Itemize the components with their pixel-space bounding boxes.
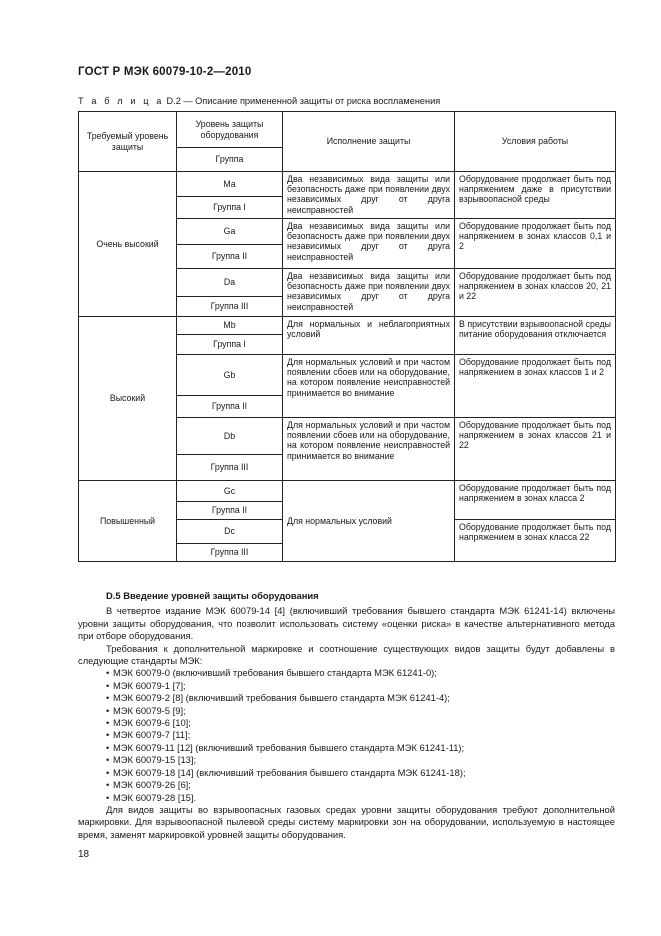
header-conditions: Условия работы (455, 112, 616, 172)
table-row (79, 481, 616, 502)
protection-cell: Два независимых вида защиты или безопасность даже при появлении двух независимых друг от друга неисправностей (283, 269, 455, 317)
conditions-cell: Оборудование продолжает быть под напряжением в зонах классов 20, 21 и 22 (455, 269, 616, 317)
list-item: • МЭК 60079-15 [13]; (106, 754, 615, 766)
header-required-level: Требуемый уровень защиты (79, 112, 177, 172)
list-item: • МЭК 60079-28 [15]. (106, 792, 615, 804)
list-item: • МЭК 60079-2 [8] (включивший требования бывшего стандарта МЭК 61241-4); (106, 692, 615, 704)
group-cell: Группа III (177, 297, 283, 317)
protection-cell: Для нормальных условий и при частом появлении сбоев или на оборудование, на котором появление неисправностей принимается во внимание (283, 355, 455, 418)
conditions-cell: Оборудование продолжает быть под напряжением в зонах классов 21 и 22 (455, 418, 616, 481)
level-elevated: Повышенный (79, 481, 177, 562)
list-item: • МЭК 60079-0 (включивший требования бывшего стандарта МЭК 61241-0); (106, 667, 615, 679)
document-header: ГОСТ Р МЭК 60079-10-2—2010 (78, 66, 252, 78)
list-item: • МЭК 60079-7 [11]; (106, 729, 615, 741)
standards-list (78, 667, 615, 803)
header-protection: Исполнение защиты (283, 112, 455, 172)
epl-cell: Mb (177, 317, 283, 335)
section-d5 (78, 590, 615, 841)
conditions-cell: Оборудование продолжает быть под напряжением в зонах классов 0,1 и 2 (455, 219, 616, 269)
list-item: • МЭК 60079-11 [12] (включивший требования бывшего стандарта МЭК 61241-11); (106, 742, 615, 754)
level-high: Высокий (79, 317, 177, 481)
protection-cell: Два независимых вида защиты или безопасность даже при появлении двух независимых друг от друга неисправностей (283, 219, 455, 269)
list-item: • МЭК 60079-26 [6]; (106, 779, 615, 791)
paragraph: Требования к дополнительной маркировке и соотношение существующих видов защиты будут добавлены в следующие стандарты МЭК: (78, 642, 615, 667)
level-very-high: Очень высокий (79, 172, 177, 317)
section-title: D.5 Введение уровней защиты оборудования (106, 590, 319, 601)
paragraph: Для видов защиты во взрывоопасных газовых средах уровни защиты оборудования требуют дополнительной маркировки. Для взрывоопасной пылевой среды систему маркировки зон на оборудовании, используемую в настоящее время, заменят маркировкой уровней защиты оборудования. (78, 803, 615, 840)
table-caption (78, 96, 440, 106)
list-item: • МЭК 60079-1 [7]; (106, 680, 615, 692)
header-group: Группа (177, 148, 283, 172)
group-cell: Группа II (177, 396, 283, 418)
table-header-row (79, 112, 616, 148)
conditions-cell: Оборудование продолжает быть под напряжением в зонах классов 1 и 2 (455, 355, 616, 418)
conditions-cell: Оборудование продолжает быть под напряжением в зонах класса 2 (455, 481, 616, 520)
page-number: 18 (78, 849, 90, 860)
group-cell: Группа III (177, 455, 283, 481)
protection-cell: Для нормальных условий и при частом появлении сбоев или на оборудование, на котором появление неисправностей принимается во внимание (283, 418, 455, 481)
table-row (79, 317, 616, 335)
list-item: • МЭК 60079-18 [14] (включивший требования бывшего стандарта МЭК 61241-18); (106, 767, 615, 779)
epl-cell: Gc (177, 481, 283, 502)
table-caption-text: D.2 — Описание примененной защиты от риска воспламенения (166, 96, 441, 106)
header-equipment-level: Уровень защиты оборудования (177, 112, 283, 148)
paragraph: В четвертое издание МЭК 60079-14 [4] (включивший требования бывшего стандарта МЭК 61241-14) включены уровни защиты оборудования, что позволит использовать систему «оценки риска» в качестве альтернативного метода при отборе оборудования. (78, 605, 615, 642)
list-item: • МЭК 60079-6 [10]; (106, 717, 615, 729)
table-row (79, 172, 616, 197)
conditions-cell: Оборудование продолжает быть под напряжением в зонах класса 22 (455, 520, 616, 562)
protection-cell: Для нормальных и неблагоприятных условий (283, 317, 455, 355)
epl-cell: Db (177, 418, 283, 455)
table-caption-prefix: Т а б л и ц а (78, 96, 164, 106)
epl-cell: Dc (177, 520, 283, 544)
group-cell: Группа I (177, 197, 283, 219)
group-cell: Группа III (177, 544, 283, 562)
group-cell: Группа II (177, 502, 283, 520)
protection-table (78, 111, 616, 562)
epl-cell: Da (177, 269, 283, 297)
group-cell: Группа I (177, 335, 283, 355)
list-item: • МЭК 60079-5 [9]; (106, 705, 615, 717)
conditions-cell: В присутствии взрывоопасной среды питание оборудования отключается (455, 317, 616, 355)
epl-cell: Ga (177, 219, 283, 245)
protection-cell-shared: Для нормальных условий (283, 481, 455, 562)
protection-cell: Два независимых вида защиты или безопасность даже при появлении двух независимых друг от друга неисправностей (283, 172, 455, 219)
group-cell: Группа II (177, 245, 283, 269)
epl-cell: Ma (177, 172, 283, 197)
epl-cell: Gb (177, 355, 283, 396)
conditions-cell: Оборудование продолжает быть под напряжением даже в присутствии взрывоопасной среды (455, 172, 616, 219)
